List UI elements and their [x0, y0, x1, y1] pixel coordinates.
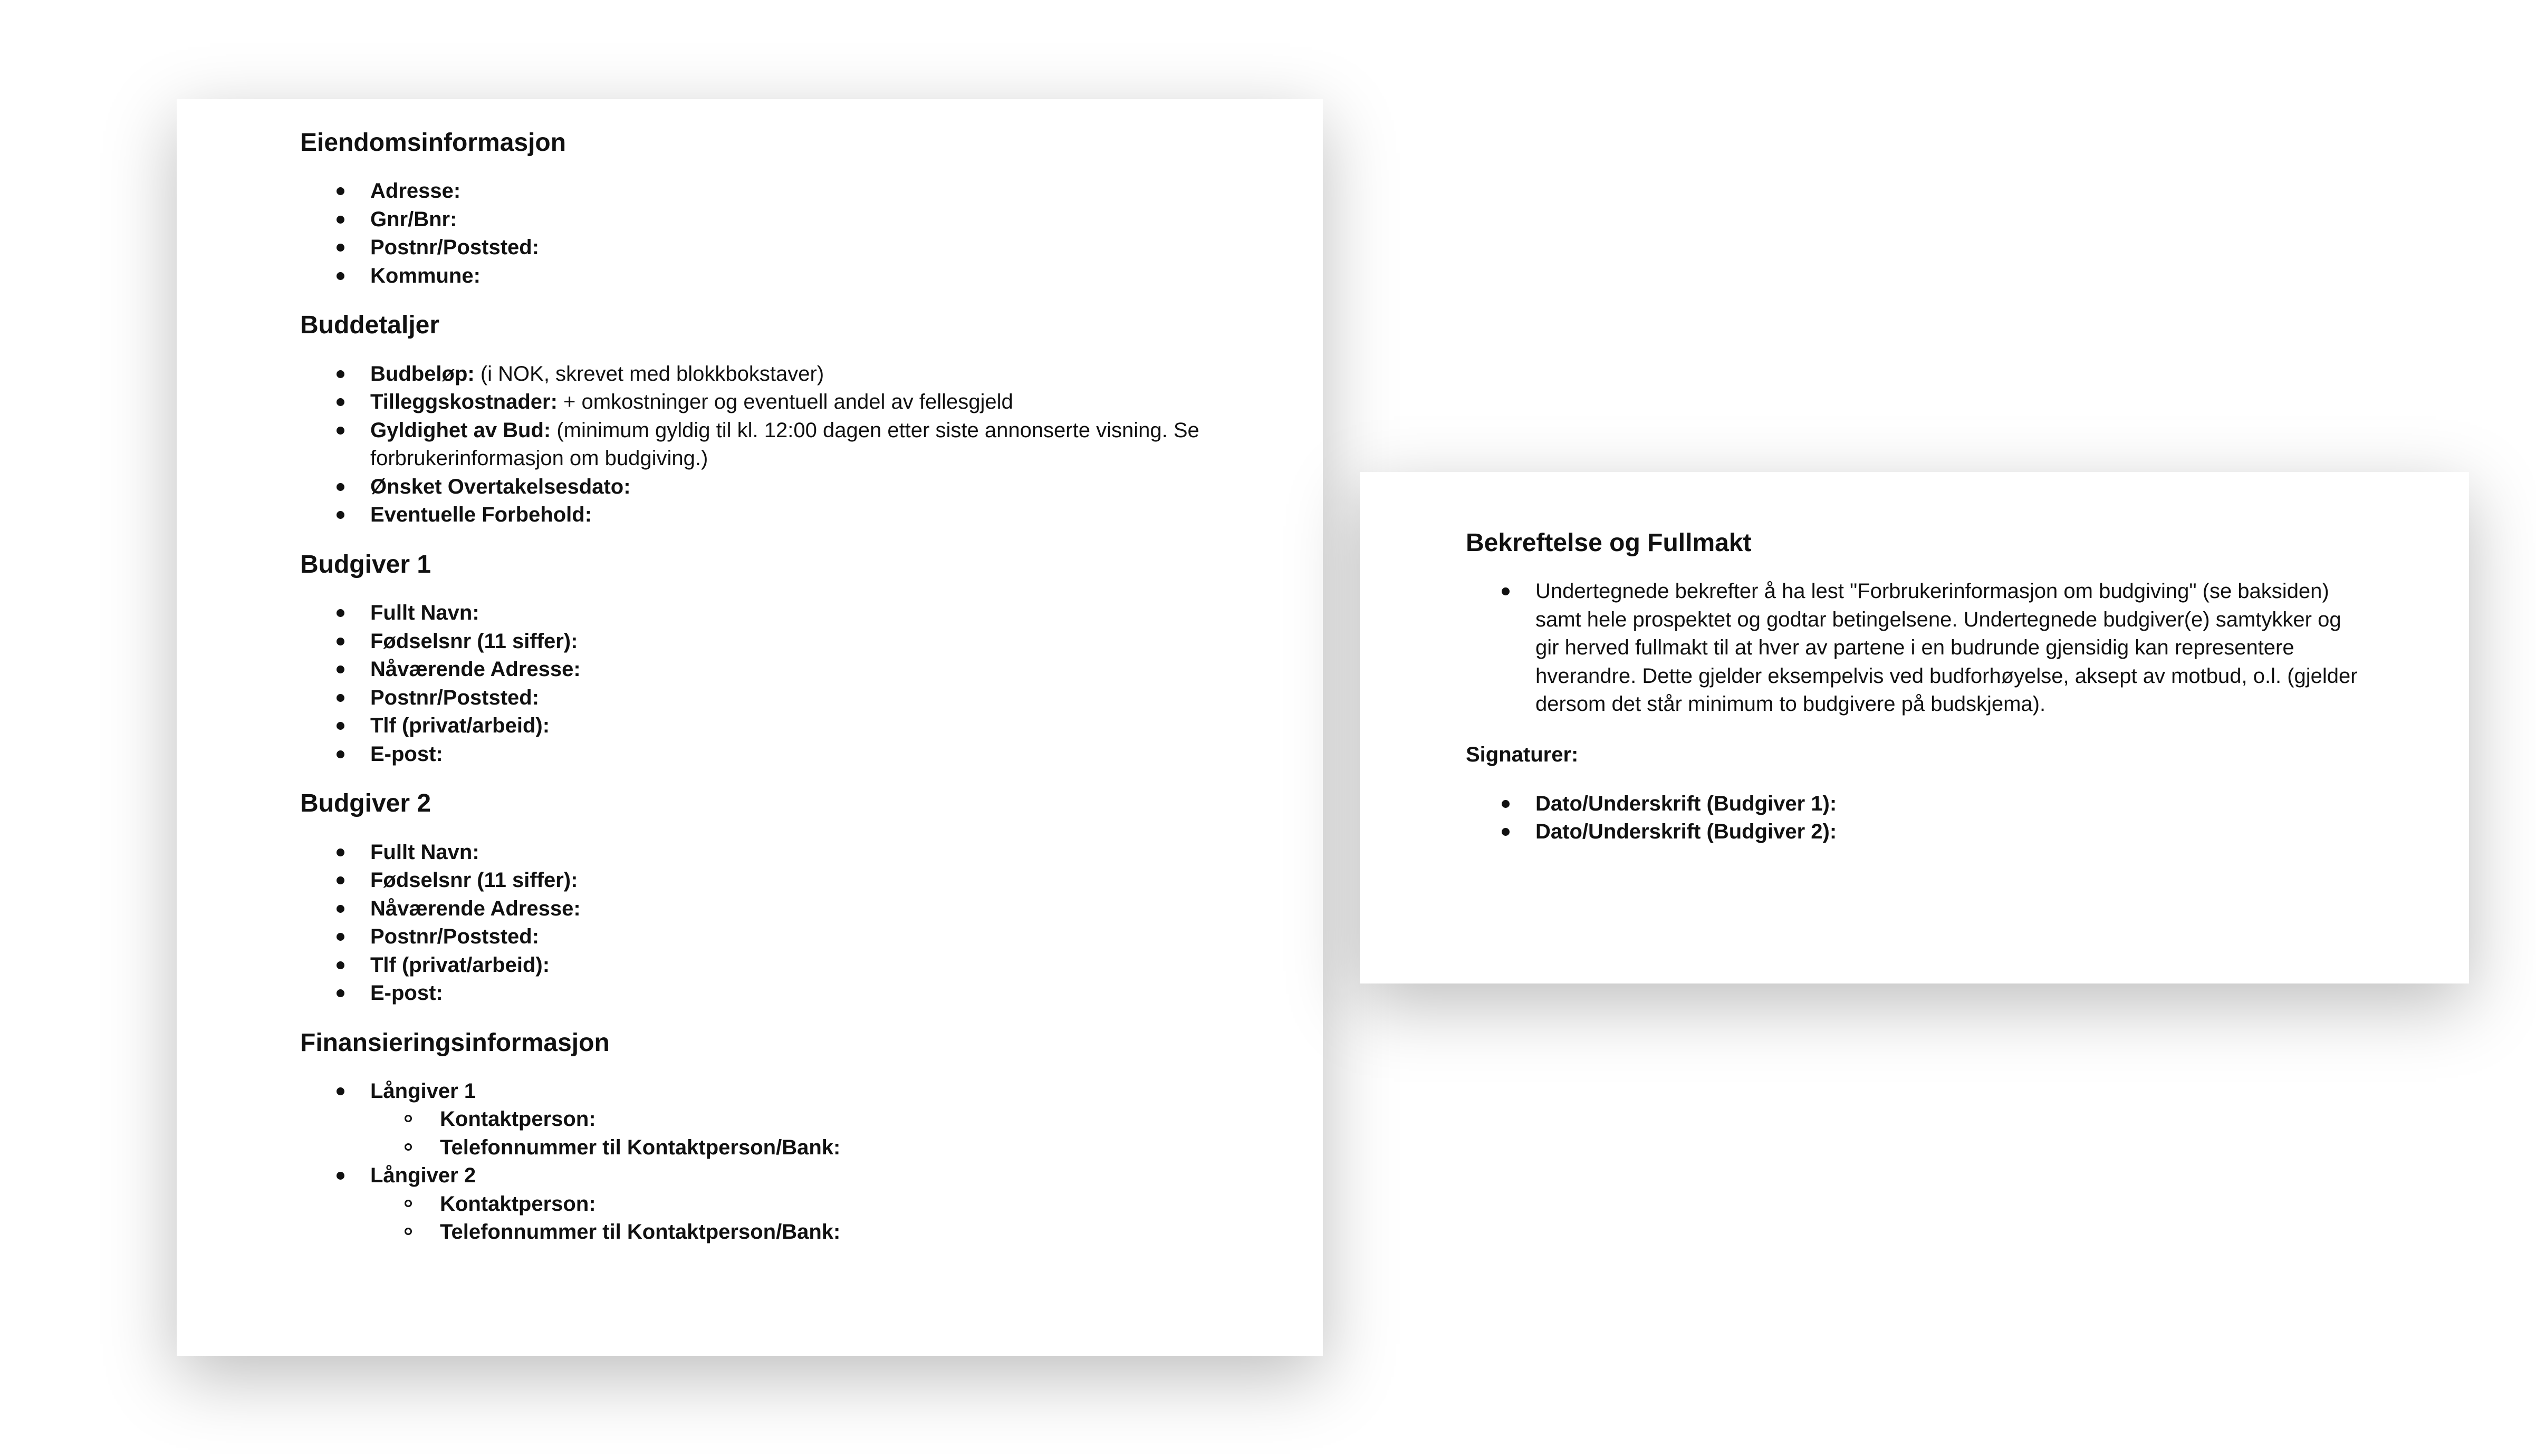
section-title: Budgiver 2 [300, 789, 431, 818]
field-list [300, 599, 1323, 768]
field-fullt-navn: Fullt Navn: [300, 599, 1323, 628]
field-fodselsnr: Fødselsnr (11 siffer): [300, 866, 1323, 895]
document-page-1 [177, 99, 1323, 1356]
confirmation-list [1466, 577, 2369, 719]
field-tilleggskostnader: Tilleggskostnader: + omkostninger og eventuell andel av fellesgjeld [300, 388, 1323, 417]
lender-2: Långiver 2 [300, 1162, 1323, 1190]
section-title: Eiendomsinformasjon [300, 129, 566, 157]
field-adresse: Adresse: [300, 177, 1323, 206]
signature-budgiver-2: Dato/Underskrift (Budgiver 2): [1466, 818, 2369, 846]
field-tlf: Tlf (privat/arbeid): [300, 712, 1323, 740]
field-onsket-overtakelsesdato: Ønsket Overtakelsesdato: [300, 473, 1323, 502]
signature-budgiver-1: Dato/Underskrift (Budgiver 1): [1466, 790, 2369, 818]
field-postnr-poststed: Postnr/Poststed: [300, 923, 1323, 951]
signature-list [1466, 790, 2369, 846]
field-telefonnummer: Telefonnummer til Kontaktperson/Bank: [300, 1218, 1323, 1247]
field-telefonnummer: Telefonnummer til Kontaktperson/Bank: [300, 1134, 1323, 1162]
signatures-label: Signaturer: [1466, 743, 1579, 766]
field-gyldighet-av-bud: Gyldighet av Bud: (minimum gyldig til kl. 12:00 dagen etter siste annonserte visning. Se forbrukerinformasjon om budgiving.) [300, 417, 1323, 473]
confirmation-paragraph: Undertegnede bekrefter å ha lest "Forbrukerinformasjon om budgiving" (se baksiden) samt hele prospektet og godtar betingelsene. Undertegnede budgiver(e) samtykker og gir herved fullmakt til at hver av partene i en budrunde gjensidig kan representere hverandre. Dette gjelder eksempelvis ved budforhøyelse, aksept av motbud, o.l. (gjelder dersom det står minimum to budgivere på budskjema). [1466, 577, 2369, 719]
field-list [300, 838, 1323, 1008]
field-e-post: E-post: [300, 979, 1323, 1008]
field-postnr-poststed: Postnr/Poststed: [300, 234, 1323, 262]
field-e-post: E-post: [300, 740, 1323, 769]
field-kontaktperson: Kontaktperson: [300, 1105, 1323, 1134]
section-title: Budgiver 1 [300, 550, 431, 578]
field-eventuelle-forbehold: Eventuelle Forbehold: [300, 501, 1323, 529]
field-fullt-navn: Fullt Navn: [300, 838, 1323, 867]
field-list [300, 360, 1323, 529]
section-buddetaljer [300, 309, 1323, 529]
field-kontaktperson: Kontaktperson: [300, 1190, 1323, 1219]
field-tlf: Tlf (privat/arbeid): [300, 951, 1323, 980]
field-fodselsnr: Fødselsnr (11 siffer): [300, 628, 1323, 656]
section-title: Finansieringsinformasjon [300, 1028, 610, 1057]
field-navaerende-adresse: Nåværende Adresse: [300, 655, 1323, 684]
section-title: Bekreftelse og Fullmakt [1466, 529, 1752, 557]
section-eiendomsinformasjon [300, 127, 1323, 290]
field-navaerende-adresse: Nåværende Adresse: [300, 895, 1323, 923]
field-list [300, 177, 1323, 290]
section-title: Buddetaljer [300, 311, 440, 340]
field-budbelop: Budbeløp: (i NOK, skrevet med blokkbokstaver) [300, 360, 1323, 389]
field-postnr-poststed: Postnr/Poststed: [300, 684, 1323, 712]
section-budgiver-1 [300, 548, 1323, 768]
field-kommune: Kommune: [300, 262, 1323, 291]
field-gnr-bnr: Gnr/Bnr: [300, 206, 1323, 234]
document-page-2 [1360, 472, 2469, 983]
section-finansieringsinformasjon [300, 1027, 1323, 1247]
lender-list [300, 1077, 1323, 1247]
lender-1: Långiver 1 [300, 1077, 1323, 1106]
section-budgiver-2 [300, 787, 1323, 1007]
